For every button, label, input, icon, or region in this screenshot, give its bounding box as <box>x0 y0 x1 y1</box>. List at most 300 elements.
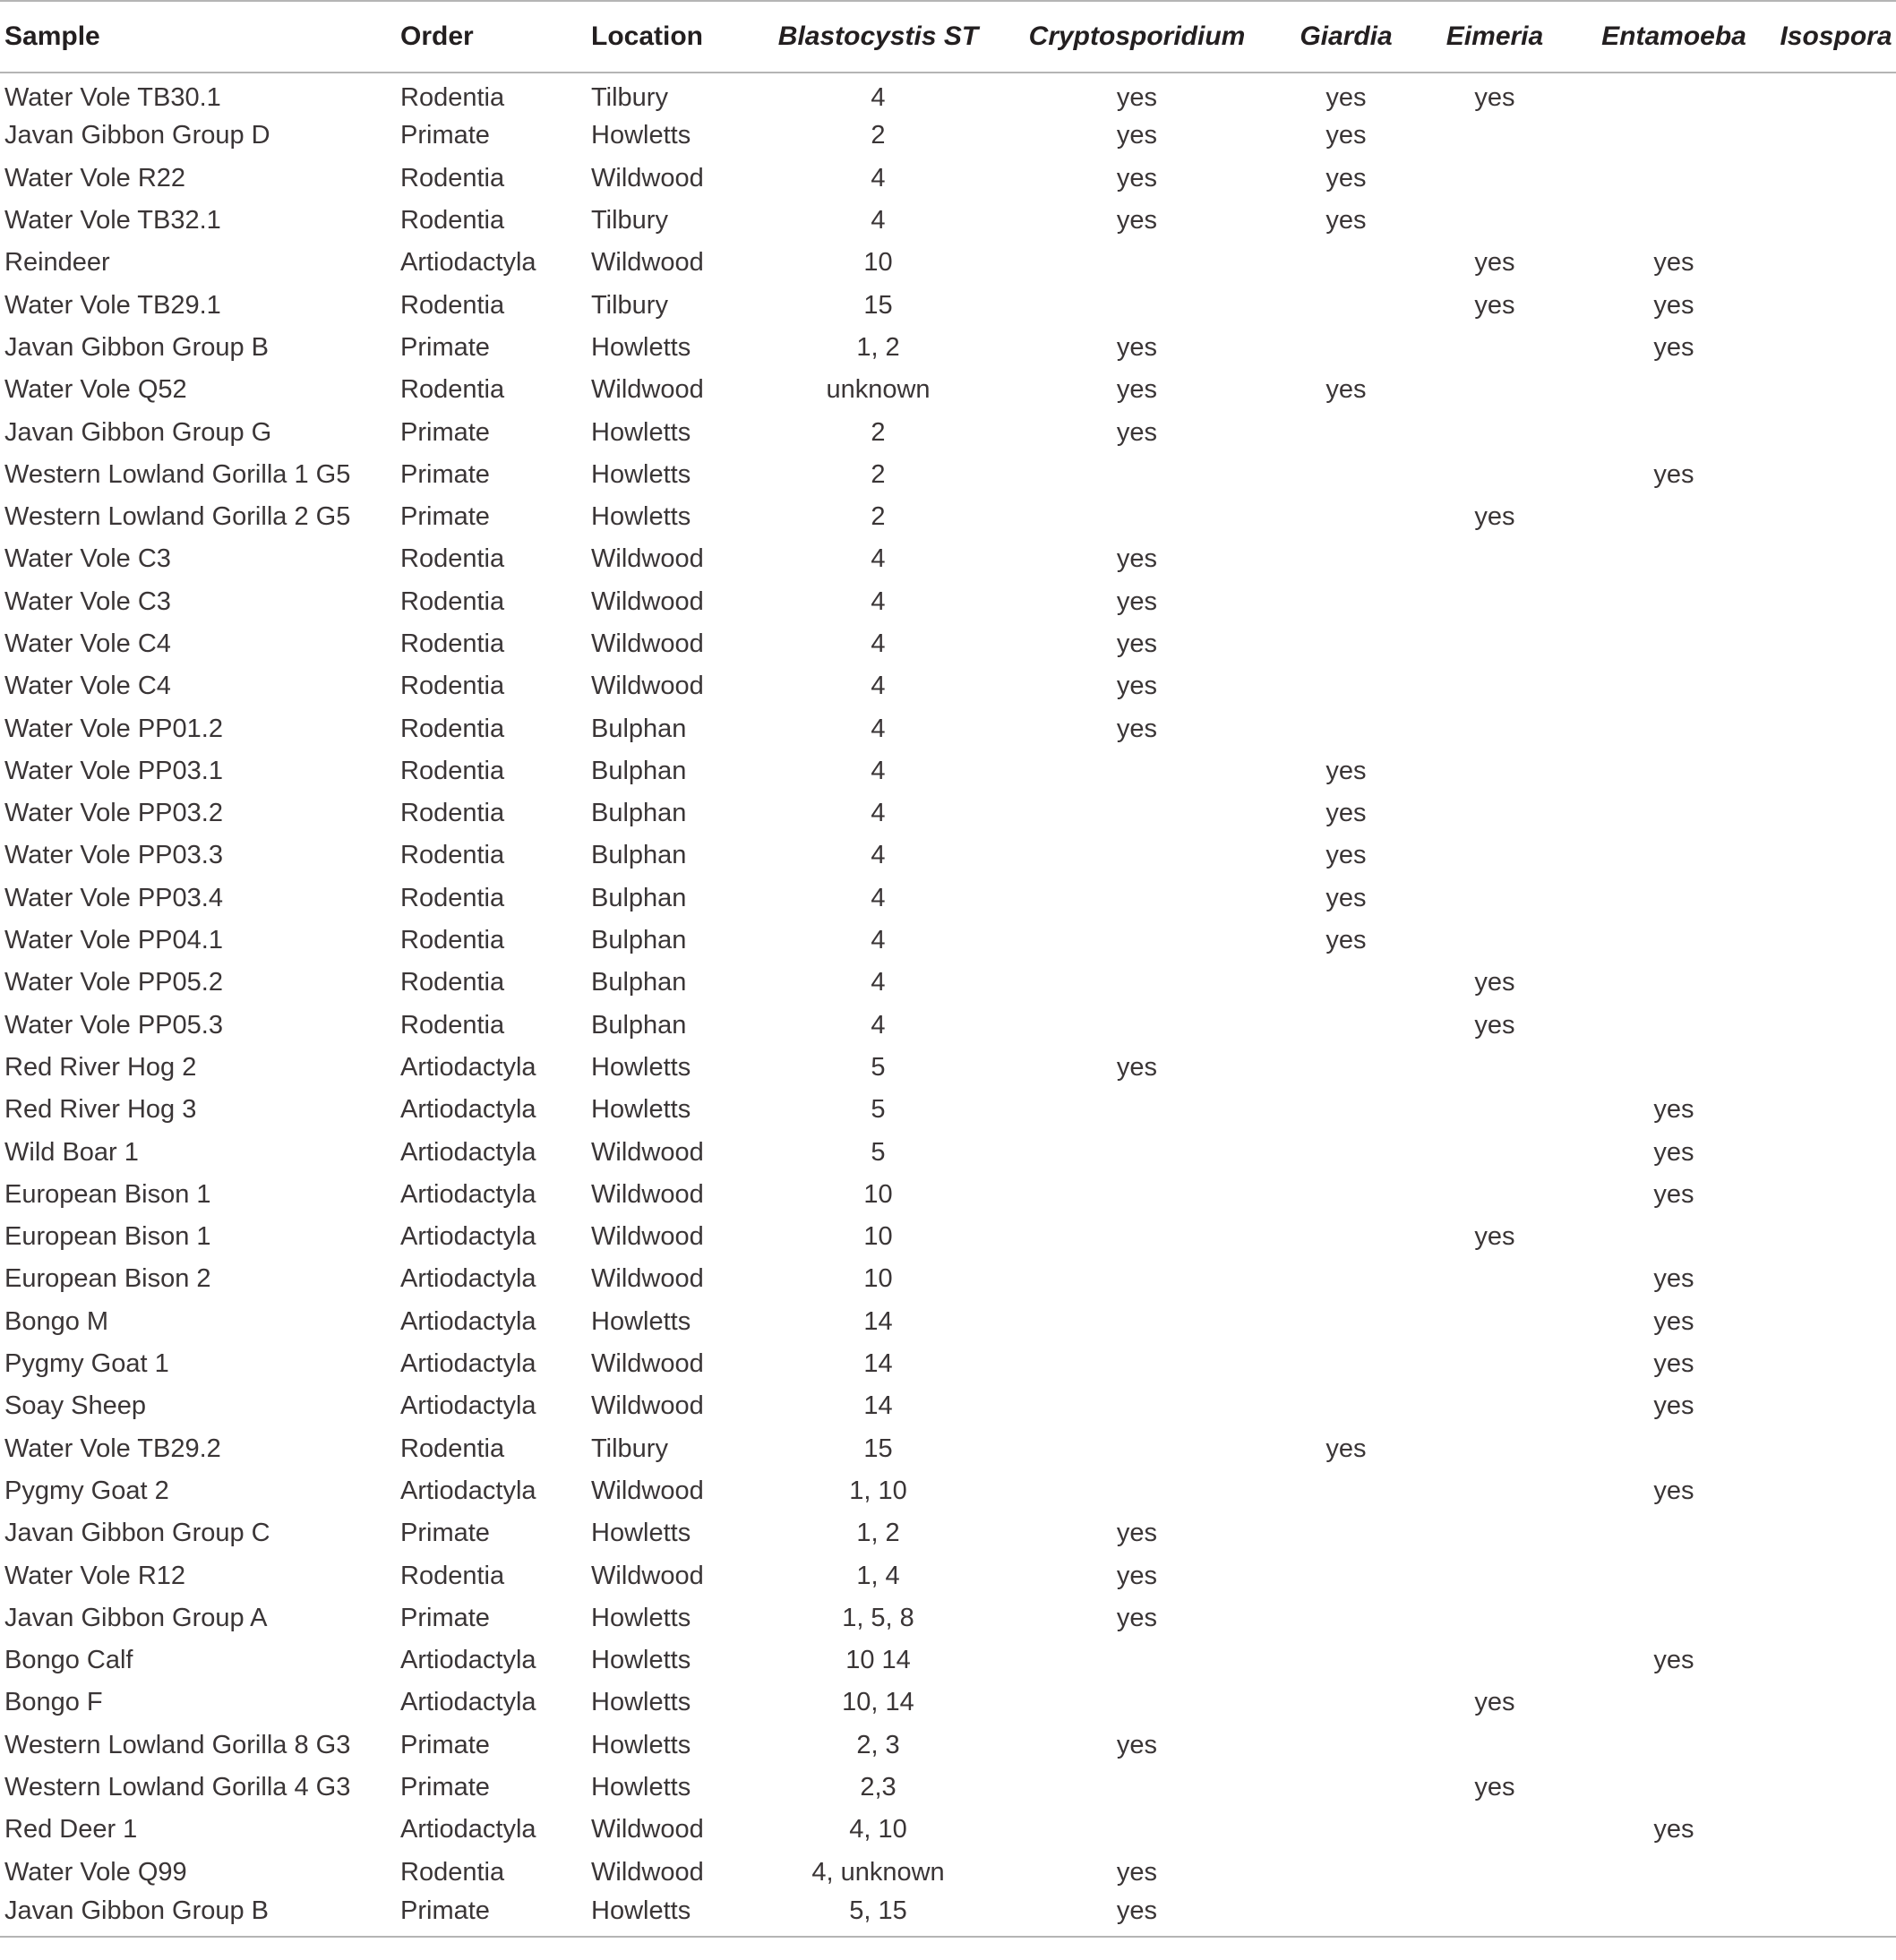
cell-entamoeba <box>1572 411 1776 453</box>
cell-blastocystis-st: 14 <box>863 1349 893 1379</box>
cell-isospora <box>1776 1470 1896 1512</box>
cell-order: Artiodactyla <box>400 1306 536 1336</box>
cell-eimeria <box>1418 327 1572 369</box>
cell-giardia: yes <box>1325 82 1367 112</box>
cell-location: Howletts <box>591 121 691 150</box>
cell-blastocystis-st: 4 <box>871 756 886 785</box>
header-cryptosporidium: Cryptosporidium <box>1028 21 1246 51</box>
cell-entamoeba <box>1572 1682 1776 1724</box>
cell-entamoeba <box>1572 1005 1776 1047</box>
cell-entamoeba: yes <box>1653 1264 1694 1294</box>
cell-eimeria <box>1418 1089 1572 1131</box>
cell-giardia <box>1274 1851 1418 1893</box>
cell-giardia: yes <box>1325 121 1367 150</box>
cell-isospora <box>1776 158 1896 200</box>
cell-order: Artiodactyla <box>400 1222 536 1252</box>
table-row <box>0 411 1896 453</box>
cell-location: Howletts <box>591 1730 691 1759</box>
cell-isospora <box>1776 1343 1896 1385</box>
cell-location: Bulphan <box>591 926 687 955</box>
cell-blastocystis-st: 4 <box>871 206 886 235</box>
cell-eimeria <box>1418 200 1572 242</box>
cell-eimeria <box>1418 792 1572 834</box>
cell-giardia <box>1274 1216 1418 1258</box>
cell-isospora <box>1776 1089 1896 1131</box>
cell-eimeria <box>1418 1428 1572 1470</box>
cell-sample: Western Lowland Gorilla 8 G3 <box>4 1730 351 1759</box>
cell-sample: Bongo Calf <box>4 1646 133 1675</box>
cell-blastocystis-st: 4 <box>871 1010 886 1040</box>
cell-isospora <box>1776 200 1896 242</box>
cell-cryptosporidium <box>999 496 1274 538</box>
cell-cryptosporidium <box>999 454 1274 496</box>
cell-giardia: yes <box>1325 163 1367 193</box>
cell-order: Rodentia <box>400 756 505 785</box>
cell-cryptosporidium: yes <box>1116 629 1158 658</box>
cell-cryptosporidium: yes <box>1116 1896 1158 1925</box>
cell-entamoeba <box>1572 1894 1776 1936</box>
cell-cryptosporidium <box>999 1639 1274 1682</box>
cell-entamoeba: yes <box>1653 1391 1694 1421</box>
cell-location: Tilbury <box>591 1434 668 1463</box>
cell-cryptosporidium <box>999 1174 1274 1216</box>
cell-giardia: yes <box>1325 883 1367 912</box>
cell-cryptosporidium: yes <box>1116 544 1158 574</box>
table-row <box>0 707 1896 749</box>
table-row <box>0 1258 1896 1300</box>
cell-entamoeba: yes <box>1653 1476 1694 1505</box>
cell-giardia <box>1274 1131 1418 1173</box>
cell-blastocystis-st: 4, 10 <box>849 1815 907 1844</box>
cell-giardia <box>1274 1385 1418 1427</box>
cell-location: Wildwood <box>591 672 704 701</box>
cell-giardia <box>1274 962 1418 1004</box>
cell-sample: Red Deer 1 <box>4 1815 138 1844</box>
cell-eimeria <box>1418 454 1572 496</box>
header-location: Location <box>591 21 703 51</box>
table-row <box>0 73 1896 115</box>
cell-blastocystis-st: 14 <box>863 1391 893 1421</box>
cell-blastocystis-st: 1, 5, 8 <box>842 1603 914 1632</box>
cell-order: Rodentia <box>400 206 505 235</box>
cell-eimeria <box>1418 1385 1572 1427</box>
cell-entamoeba <box>1572 1554 1776 1596</box>
cell-entamoeba <box>1572 877 1776 920</box>
cell-blastocystis-st: 5 <box>871 1052 886 1082</box>
header-eimeria: Eimeria <box>1446 21 1544 51</box>
cell-sample: Bongo F <box>4 1688 103 1717</box>
cell-cryptosporidium: yes <box>1116 1519 1158 1548</box>
cell-order: Rodentia <box>400 799 505 828</box>
cell-isospora <box>1776 73 1896 115</box>
cell-location: Wildwood <box>591 163 704 193</box>
cell-isospora <box>1776 327 1896 369</box>
cell-location: Bulphan <box>591 756 687 785</box>
cell-blastocystis-st: 4 <box>871 841 886 870</box>
cell-sample: Water Vole Q99 <box>4 1857 187 1887</box>
cell-cryptosporidium <box>999 877 1274 920</box>
cell-eimeria <box>1418 115 1572 157</box>
table-row <box>0 1301 1896 1343</box>
cell-isospora <box>1776 877 1896 920</box>
cell-location: Wildwood <box>591 248 704 278</box>
cell-giardia <box>1274 1639 1418 1682</box>
cell-eimeria: yes <box>1474 502 1515 532</box>
table-row <box>0 200 1896 242</box>
cell-entamoeba <box>1572 538 1776 580</box>
cell-blastocystis-st: 2, 3 <box>856 1730 900 1759</box>
cell-blastocystis-st: 15 <box>863 290 893 320</box>
cell-blastocystis-st: 1, 4 <box>856 1561 900 1590</box>
table-row <box>0 1385 1896 1427</box>
cell-location: Bulphan <box>591 714 687 743</box>
cell-blastocystis-st: 4 <box>871 586 886 616</box>
cell-order: Artiodactyla <box>400 1052 536 1082</box>
cell-cryptosporidium: yes <box>1116 375 1158 405</box>
table-row <box>0 962 1896 1004</box>
cell-cryptosporidium <box>999 1089 1274 1131</box>
cell-cryptosporidium <box>999 792 1274 834</box>
cell-location: Howletts <box>591 1773 691 1802</box>
cell-giardia <box>1274 496 1418 538</box>
cell-sample: Water Vole PP01.2 <box>4 714 223 743</box>
cell-isospora <box>1776 1725 1896 1767</box>
cell-cryptosporidium <box>999 1301 1274 1343</box>
table-row <box>0 496 1896 538</box>
table-row <box>0 284 1896 326</box>
cell-giardia: yes <box>1325 375 1367 405</box>
cell-sample: Javan Gibbon Group C <box>4 1519 270 1548</box>
cell-location: Wildwood <box>591 1561 704 1590</box>
cell-location: Bulphan <box>591 883 687 912</box>
cell-cryptosporidium <box>999 962 1274 1004</box>
cell-blastocystis-st: 10 <box>863 1179 893 1209</box>
cell-isospora <box>1776 1301 1896 1343</box>
table-row <box>0 1216 1896 1258</box>
cell-order: Rodentia <box>400 926 505 955</box>
cell-blastocystis-st: 4 <box>871 714 886 743</box>
cell-entamoeba <box>1572 962 1776 1004</box>
cell-order: Primate <box>400 121 490 150</box>
cell-isospora <box>1776 369 1896 411</box>
cell-location: Bulphan <box>591 799 687 828</box>
cell-cryptosporidium <box>999 1428 1274 1470</box>
cell-order: Rodentia <box>400 290 505 320</box>
cell-eimeria <box>1418 1131 1572 1173</box>
cell-sample: Javan Gibbon Group B <box>4 1896 270 1925</box>
cell-eimeria <box>1418 1809 1572 1851</box>
cell-sample: European Bison 1 <box>4 1179 211 1209</box>
cell-sample: Water Vole PP03.3 <box>4 841 223 870</box>
cell-cryptosporidium: yes <box>1116 206 1158 235</box>
cell-location: Wildwood <box>591 1857 704 1887</box>
table-row <box>0 1047 1896 1089</box>
cell-entamoeba <box>1572 792 1776 834</box>
cell-sample: Water Vole C4 <box>4 629 171 658</box>
cell-isospora <box>1776 1005 1896 1047</box>
table-row <box>0 242 1896 284</box>
cell-entamoeba: yes <box>1653 1349 1694 1379</box>
table-row <box>0 1174 1896 1216</box>
cell-eimeria: yes <box>1474 968 1515 997</box>
cell-entamoeba <box>1572 115 1776 157</box>
cell-isospora <box>1776 411 1896 453</box>
cell-location: Bulphan <box>591 968 687 997</box>
cell-location: Howletts <box>591 332 691 362</box>
cell-eimeria <box>1418 707 1572 749</box>
cell-blastocystis-st: 5 <box>871 1137 886 1167</box>
cell-cryptosporidium: yes <box>1116 1052 1158 1082</box>
table-bottom-rule <box>0 1936 1896 1938</box>
cell-entamoeba <box>1572 834 1776 877</box>
cell-giardia <box>1274 1089 1418 1131</box>
cell-order: Primate <box>400 1730 490 1759</box>
cell-sample: Water Vole TB29.2 <box>4 1434 221 1463</box>
cell-giardia: yes <box>1325 926 1367 955</box>
cell-blastocystis-st: 14 <box>863 1306 893 1336</box>
cell-isospora <box>1776 115 1896 157</box>
cell-location: Wildwood <box>591 1391 704 1421</box>
cell-blastocystis-st: 10 <box>863 1222 893 1252</box>
cell-location: Howletts <box>591 1896 691 1925</box>
cell-sample: Water Vole R22 <box>4 163 186 193</box>
cell-cryptosporidium <box>999 1767 1274 1809</box>
cell-isospora <box>1776 1597 1896 1639</box>
cell-giardia <box>1274 538 1418 580</box>
cell-isospora <box>1776 1428 1896 1470</box>
cell-location: Howletts <box>591 417 691 447</box>
cell-sample: Water Vole Q52 <box>4 375 187 405</box>
table-row <box>0 1894 1896 1936</box>
cell-blastocystis-st: 1, 2 <box>856 332 900 362</box>
cell-giardia <box>1274 665 1418 707</box>
cell-cryptosporidium <box>999 284 1274 326</box>
cell-location: Wildwood <box>591 629 704 658</box>
cell-sample: Water Vole C3 <box>4 544 171 574</box>
cell-eimeria <box>1418 1851 1572 1893</box>
cell-cryptosporidium <box>999 1258 1274 1300</box>
cell-blastocystis-st: 1, 2 <box>856 1519 900 1548</box>
cell-giardia <box>1274 1554 1418 1596</box>
cell-blastocystis-st: 15 <box>863 1434 893 1463</box>
cell-blastocystis-st: 10 <box>863 1264 893 1294</box>
cell-sample: Soay Sheep <box>4 1391 147 1421</box>
table-row <box>0 581 1896 623</box>
cell-cryptosporidium <box>999 920 1274 962</box>
cell-eimeria <box>1418 665 1572 707</box>
cell-location: Howletts <box>591 459 691 489</box>
cell-entamoeba <box>1572 496 1776 538</box>
cell-location: Howletts <box>591 1519 691 1548</box>
cell-order: Rodentia <box>400 1010 505 1040</box>
cell-blastocystis-st: 4 <box>871 672 886 701</box>
cell-sample: Water Vole PP05.3 <box>4 1010 223 1040</box>
cell-giardia <box>1274 327 1418 369</box>
table-row <box>0 158 1896 200</box>
cell-entamoeba <box>1572 623 1776 665</box>
cell-eimeria: yes <box>1474 248 1515 278</box>
table-row <box>0 1682 1896 1724</box>
cell-eimeria <box>1418 581 1572 623</box>
cell-order: Rodentia <box>400 1857 505 1887</box>
cell-blastocystis-st: 4 <box>871 82 886 112</box>
cell-giardia <box>1274 454 1418 496</box>
cell-sample: Bongo M <box>4 1306 109 1336</box>
cell-giardia <box>1274 1767 1418 1809</box>
cell-blastocystis-st: 4 <box>871 926 886 955</box>
cell-location: Tilbury <box>591 206 668 235</box>
cell-sample: Javan Gibbon Group G <box>4 417 272 447</box>
cell-isospora <box>1776 1216 1896 1258</box>
cell-location: Wildwood <box>591 1137 704 1167</box>
cell-entamoeba <box>1572 665 1776 707</box>
cell-isospora <box>1776 920 1896 962</box>
cell-location: Wildwood <box>591 1264 704 1294</box>
cell-entamoeba <box>1572 158 1776 200</box>
cell-order: Artiodactyla <box>400 1349 536 1379</box>
cell-sample: Javan Gibbon Group B <box>4 332 270 362</box>
cell-eimeria: yes <box>1474 1222 1515 1252</box>
cell-entamoeba: yes <box>1653 1646 1694 1675</box>
cell-isospora <box>1776 1554 1896 1596</box>
table-row <box>0 1725 1896 1767</box>
cell-sample: Pygmy Goat 1 <box>4 1349 169 1379</box>
cell-cryptosporidium <box>999 750 1274 792</box>
cell-blastocystis-st: 10, 14 <box>842 1688 914 1717</box>
cell-sample: Reindeer <box>4 248 110 278</box>
cell-giardia <box>1274 1258 1418 1300</box>
cell-blastocystis-st: 4 <box>871 544 886 574</box>
cell-eimeria <box>1418 1512 1572 1554</box>
cell-blastocystis-st: 2,3 <box>860 1773 897 1802</box>
cell-eimeria <box>1418 834 1572 877</box>
table-row <box>0 877 1896 920</box>
cell-isospora <box>1776 1385 1896 1427</box>
cell-location: Tilbury <box>591 82 668 112</box>
cell-giardia: yes <box>1325 756 1367 785</box>
cell-entamoeba <box>1572 1512 1776 1554</box>
cell-entamoeba <box>1572 1597 1776 1639</box>
cell-order: Rodentia <box>400 163 505 193</box>
cell-entamoeba <box>1572 581 1776 623</box>
cell-sample: Water Vole PP05.2 <box>4 968 223 997</box>
cell-eimeria <box>1418 1258 1572 1300</box>
cell-eimeria <box>1418 1725 1572 1767</box>
cell-entamoeba: yes <box>1653 1815 1694 1844</box>
cell-cryptosporidium <box>999 1343 1274 1385</box>
cell-isospora <box>1776 1047 1896 1089</box>
cell-sample: Western Lowland Gorilla 2 G5 <box>4 502 351 532</box>
cell-isospora <box>1776 538 1896 580</box>
cell-eimeria: yes <box>1474 1773 1515 1802</box>
cell-order: Rodentia <box>400 968 505 997</box>
cell-order: Artiodactyla <box>400 248 536 278</box>
cell-eimeria: yes <box>1474 82 1515 112</box>
cell-entamoeba <box>1572 73 1776 115</box>
cell-order: Artiodactyla <box>400 1476 536 1505</box>
cell-location: Wildwood <box>591 1815 704 1844</box>
table-row <box>0 750 1896 792</box>
cell-cryptosporidium <box>999 1470 1274 1512</box>
cell-order: Artiodactyla <box>400 1264 536 1294</box>
table-row <box>0 1512 1896 1554</box>
cell-blastocystis-st: 10 14 <box>845 1646 911 1675</box>
cell-entamoeba <box>1572 1767 1776 1809</box>
cell-sample: Javan Gibbon Group D <box>4 121 270 150</box>
cell-giardia <box>1274 1174 1418 1216</box>
cell-entamoeba: yes <box>1653 1179 1694 1209</box>
cell-entamoeba <box>1572 920 1776 962</box>
header-blastocystis-st: Blastocystis ST <box>777 21 979 51</box>
cell-order: Primate <box>400 332 490 362</box>
cell-entamoeba: yes <box>1653 1095 1694 1125</box>
cell-location: Wildwood <box>591 544 704 574</box>
cell-sample: Water Vole R12 <box>4 1561 186 1590</box>
cell-giardia <box>1274 1597 1418 1639</box>
table-row <box>0 1597 1896 1639</box>
cell-eimeria <box>1418 1343 1572 1385</box>
cell-blastocystis-st: 4 <box>871 883 886 912</box>
cell-order: Rodentia <box>400 883 505 912</box>
cell-giardia <box>1274 1809 1418 1851</box>
cell-isospora <box>1776 792 1896 834</box>
table-row <box>0 623 1896 665</box>
cell-isospora <box>1776 707 1896 749</box>
cell-order: Artiodactyla <box>400 1137 536 1167</box>
header-entamoeba: Entamoeba <box>1601 21 1746 51</box>
cell-eimeria: yes <box>1474 1010 1515 1040</box>
table-row <box>0 1089 1896 1131</box>
cell-isospora <box>1776 962 1896 1004</box>
cell-cryptosporidium <box>999 1131 1274 1173</box>
cell-cryptosporidium <box>999 242 1274 284</box>
cell-location: Howletts <box>591 1052 691 1082</box>
cell-eimeria: yes <box>1474 1688 1515 1717</box>
cell-eimeria <box>1418 1597 1572 1639</box>
cell-sample: Javan Gibbon Group A <box>4 1603 268 1632</box>
table-row <box>0 1767 1896 1809</box>
cell-cryptosporidium: yes <box>1116 163 1158 193</box>
cell-order: Artiodactyla <box>400 1391 536 1421</box>
cell-entamoeba: yes <box>1653 459 1694 489</box>
cell-blastocystis-st: 4 <box>871 968 886 997</box>
cell-blastocystis-st: 4, unknown <box>811 1857 945 1887</box>
cell-isospora <box>1776 1767 1896 1809</box>
table-row <box>0 115 1896 157</box>
cell-cryptosporidium: yes <box>1116 82 1158 112</box>
cell-giardia <box>1274 242 1418 284</box>
cell-giardia <box>1274 1512 1418 1554</box>
cell-sample: Water Vole PP03.1 <box>4 756 223 785</box>
cell-eimeria <box>1418 750 1572 792</box>
header-giardia: Giardia <box>1300 21 1393 51</box>
table-row <box>0 454 1896 496</box>
cell-order: Artiodactyla <box>400 1688 536 1717</box>
table-row <box>0 369 1896 411</box>
cell-giardia: yes <box>1325 206 1367 235</box>
cell-isospora <box>1776 1258 1896 1300</box>
table-body <box>0 73 1896 1936</box>
cell-order: Rodentia <box>400 714 505 743</box>
cell-giardia <box>1274 1301 1418 1343</box>
cell-eimeria <box>1418 538 1572 580</box>
cell-order: Rodentia <box>400 586 505 616</box>
cell-entamoeba <box>1572 1851 1776 1893</box>
cell-sample: Red River Hog 3 <box>4 1095 197 1125</box>
cell-order: Primate <box>400 1896 490 1925</box>
cell-giardia <box>1274 1343 1418 1385</box>
cell-location: Howletts <box>591 1306 691 1336</box>
